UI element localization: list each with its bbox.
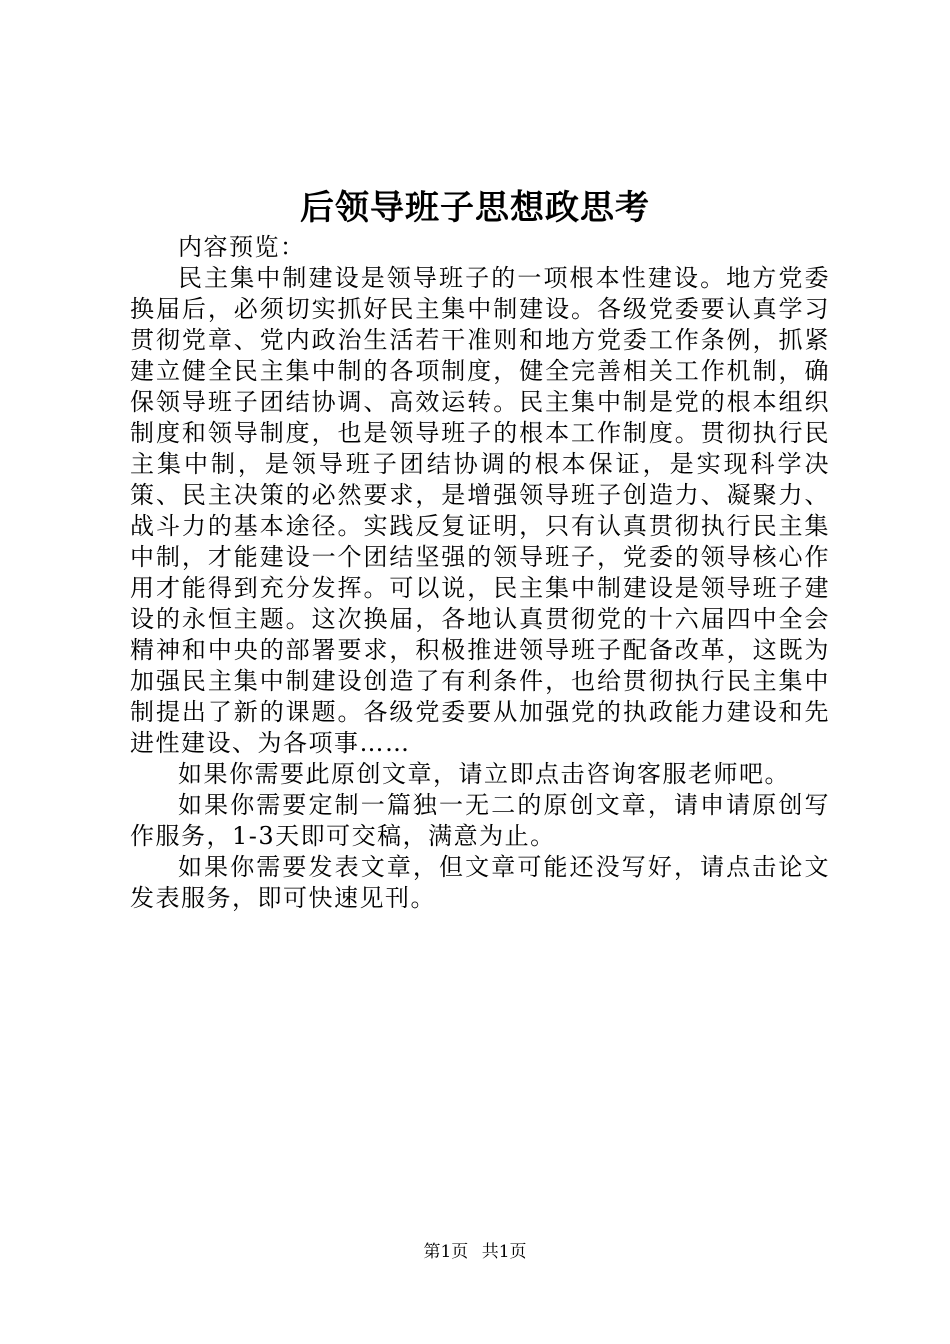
body-paragraph: 民主集中制建设是领导班子的一项根本性建设。地方党委换届后，必须切实抓好民主集中制建设。各级党委要认真学习贯彻党章、党内政治生活若干准则和地方党委工作条例，抓紧建立健全民主集中制的各项制度，健全完善相关工作机制，确保领导班子团结协调、高效运转。民主集中制是党的根本组织制度和领导制度，也是领导班子的根本工作制度。贯彻执行民主集中制，是领导班子团结协调的根本保证，是实现科学决策、民主决策的必然要求，是增强领导班子创造力、凝聚力、战斗力的基本途径。实践反复证明，只有认真贯彻执行民主集中制，才能建设一个团结坚强的领导班子，党委的领导核心作用才能得到充分发挥。可以说，民主集中制建设是领导班子建设的永恒主题。这次换届，各地认真贯彻党的十六届四中全会精神和中央的部署要求，积极推进领导班子配备改革，这既为加强民主集中制建设创造了有利条件，也给贯彻执行民主集中制提出了新的课题。各级党委要从加强党的执政能力建设和先进性建设、为各项事……: [130, 264, 830, 757]
preview-label: 内容预览：: [178, 233, 306, 261]
page-total: 共1页: [481, 1242, 527, 1262]
document-content: [130, 232, 830, 914]
notice-custom-writing: 如果你需要定制一篇独一无二的原创文章，请申请原创写作服务，1-3天即可交稿，满意为止。: [130, 791, 830, 850]
document-title: 后领导班子思想政思考: [300, 188, 650, 228]
notice-consult: 如果你需要此原创文章，请立即点击咨询客服老师吧。: [178, 760, 790, 788]
page-number: 第1页: [423, 1242, 469, 1262]
notice-publish-service: 如果你需要发表文章，但文章可能还没写好，请点击论文发表服务，即可快速见刊。: [130, 853, 830, 912]
page-footer: [0, 1240, 950, 1264]
